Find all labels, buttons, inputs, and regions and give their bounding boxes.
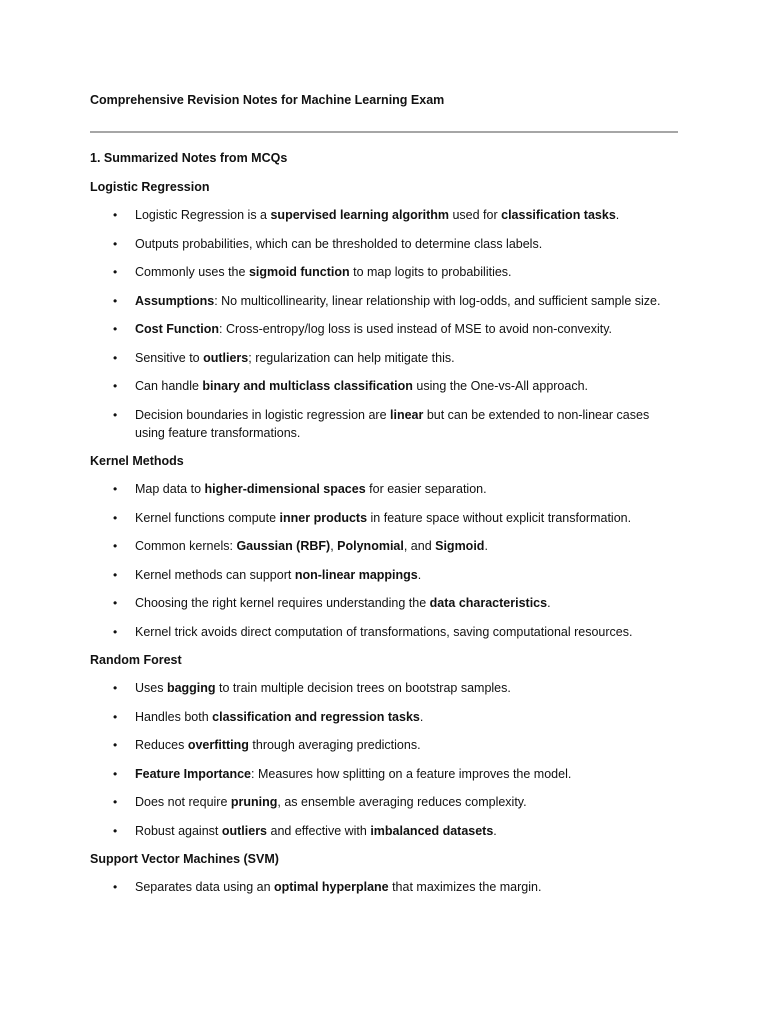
text-run: Common kernels: [135, 539, 237, 553]
text-run: used for [449, 208, 502, 222]
text-run: Choosing the right kernel requires understanding the [135, 596, 430, 610]
list-item [90, 480, 680, 498]
subsection-heading: Support Vector Machines (SVM) [90, 852, 279, 866]
bold-text-run: supervised learning algorithm [270, 208, 449, 222]
bullet-icon: • [113, 379, 118, 393]
bullet-icon: • [113, 567, 118, 582]
bold-text-run: Feature Importance [135, 766, 252, 781]
list-item [90, 292, 680, 310]
text-run: : Cross-entropy/log loss is used instead of MSE to avoid non-convexity. [219, 322, 613, 336]
bullet-icon: • [113, 482, 118, 496]
bullet-icon: • [113, 624, 118, 639]
text-run: . [493, 823, 497, 838]
bullet-icon: • [113, 823, 118, 838]
text-run: , as ensemble averaging reduces complexity. [277, 795, 527, 809]
subsection-heading: Kernel Methods [90, 454, 184, 468]
text-run: Can handle [135, 379, 203, 393]
text-run: Handles both [135, 709, 213, 724]
bold-text-run: Sigmoid [435, 539, 485, 553]
text-run: Reduces [135, 738, 188, 752]
bold-text-run: overfitting [187, 738, 249, 752]
text-run: : No multicollinearity, linear relationship with log-odds, and sufficient sample size. [214, 293, 661, 308]
bullet-icon: • [113, 738, 118, 752]
bold-text-run: Cost Function [135, 322, 220, 336]
bold-text-run: bagging [166, 681, 216, 695]
bold-text-run: classification tasks [501, 208, 616, 222]
text-run: using the One-vs-All approach. [412, 379, 589, 393]
bold-text-run: sigmoid function [248, 265, 350, 279]
bullet-list [90, 480, 680, 641]
list-item [90, 406, 680, 442]
bullet-list [90, 878, 680, 896]
text-run: Kernel trick avoids direct computation of transformations, saving computational resources. [135, 624, 633, 639]
bold-text-run: non-linear mappings [294, 567, 418, 582]
bullet-list [90, 206, 680, 442]
list-item [90, 566, 680, 584]
text-run: Separates data using an [135, 880, 274, 894]
list-item [90, 793, 680, 811]
text-run: Uses [135, 681, 167, 695]
bullet-icon: • [113, 350, 118, 365]
bullet-icon: • [113, 766, 118, 781]
bullet-icon: • [113, 322, 118, 336]
text-run: Outputs probabilities, which can be thresholded to determine class labels. [135, 236, 543, 251]
text-run: that maximizes the margin. [388, 880, 542, 894]
text-run: Map data to [135, 482, 205, 496]
bold-text-run: higher-dimensional spaces [204, 482, 366, 496]
list-item [90, 623, 680, 641]
bullet-icon: • [113, 596, 118, 610]
list-item [90, 822, 680, 840]
bold-text-run: inner products [279, 510, 368, 525]
bold-text-run: optimal hyperplane [274, 880, 389, 894]
bullet-icon: • [113, 681, 118, 695]
list-item [90, 736, 680, 754]
subsection-heading: Random Forest [90, 653, 182, 667]
text-run: Commonly uses the [135, 265, 249, 279]
bold-text-run: Polynomial [337, 539, 404, 553]
bold-text-run: classification and regression tasks [212, 709, 420, 724]
list-item [90, 349, 680, 367]
list-item [90, 206, 680, 224]
text-run: . [615, 208, 620, 222]
text-run: : Measures how splitting on a feature improves the model. [251, 766, 572, 781]
bullet-list [90, 679, 680, 840]
text-run: ; regularization can help mitigate this. [248, 350, 455, 365]
bullet-icon: • [113, 709, 118, 724]
bold-text-run: imbalanced datasets [370, 823, 494, 838]
list-item [90, 765, 680, 783]
bullet-icon: • [113, 539, 118, 553]
section-heading: 1. Summarized Notes from MCQs [90, 151, 288, 165]
bullet-icon: • [113, 293, 118, 308]
bullet-icon: • [113, 510, 118, 525]
list-item [90, 377, 680, 395]
bold-text-run: linear [390, 407, 424, 422]
bullet-icon: • [113, 265, 118, 279]
list-item [90, 594, 680, 612]
list-item [90, 708, 680, 726]
text-run: . [419, 709, 424, 724]
text-run: to map logits to probabilities. [349, 265, 512, 279]
bullet-icon: • [113, 407, 118, 422]
list-item [90, 320, 680, 338]
bullet-icon: • [113, 208, 118, 222]
text-run: for easier separation. [365, 482, 487, 496]
bold-text-run: Gaussian (RBF) [236, 539, 331, 553]
text-run: , and [403, 539, 436, 553]
text-run: Decision boundaries in logistic regression are [135, 407, 390, 422]
bold-text-run: Assumptions [135, 293, 215, 308]
bullet-icon: • [113, 795, 118, 809]
text-run: . [417, 567, 422, 582]
list-item [90, 509, 680, 527]
bold-text-run: outliers [203, 350, 249, 365]
list-item [90, 878, 680, 896]
text-run: Kernel methods can support [135, 567, 295, 582]
bold-text-run: binary and multiclass classification [202, 379, 413, 393]
text-run: Robust against [135, 823, 222, 838]
text-run: , [330, 539, 338, 553]
bullet-icon: • [113, 880, 118, 894]
text-run: . [547, 596, 551, 610]
bold-text-run: outliers [221, 823, 268, 838]
bold-text-run: pruning [230, 795, 278, 809]
list-item [90, 679, 680, 697]
subsection-heading: Logistic Regression [90, 180, 210, 194]
text-run: Logistic Regression is a [135, 208, 271, 222]
document-title: Comprehensive Revision Notes for Machine Learning Exam [90, 93, 445, 107]
text-run: . [484, 539, 488, 553]
bullet-icon: • [113, 236, 118, 251]
list-item [90, 537, 680, 555]
text-run: and effective with [267, 823, 371, 838]
subsections-container [90, 178, 680, 896]
list-item [90, 235, 680, 253]
text-run: Kernel functions compute [135, 510, 280, 525]
text-run: Does not require [135, 795, 231, 809]
document-content [90, 149, 680, 907]
text-run: but can be extended to non-linear cases using feature transformations. [135, 407, 650, 440]
text-run: Sensitive to [135, 350, 204, 365]
text-run: through averaging predictions. [248, 738, 421, 752]
horizontal-rule [90, 131, 678, 133]
bold-text-run: data characteristics [429, 596, 548, 610]
text-run: to train multiple decision trees on bootstrap samples. [215, 681, 511, 695]
list-item [90, 263, 680, 281]
text-run: in feature space without explicit transformation. [367, 510, 632, 525]
